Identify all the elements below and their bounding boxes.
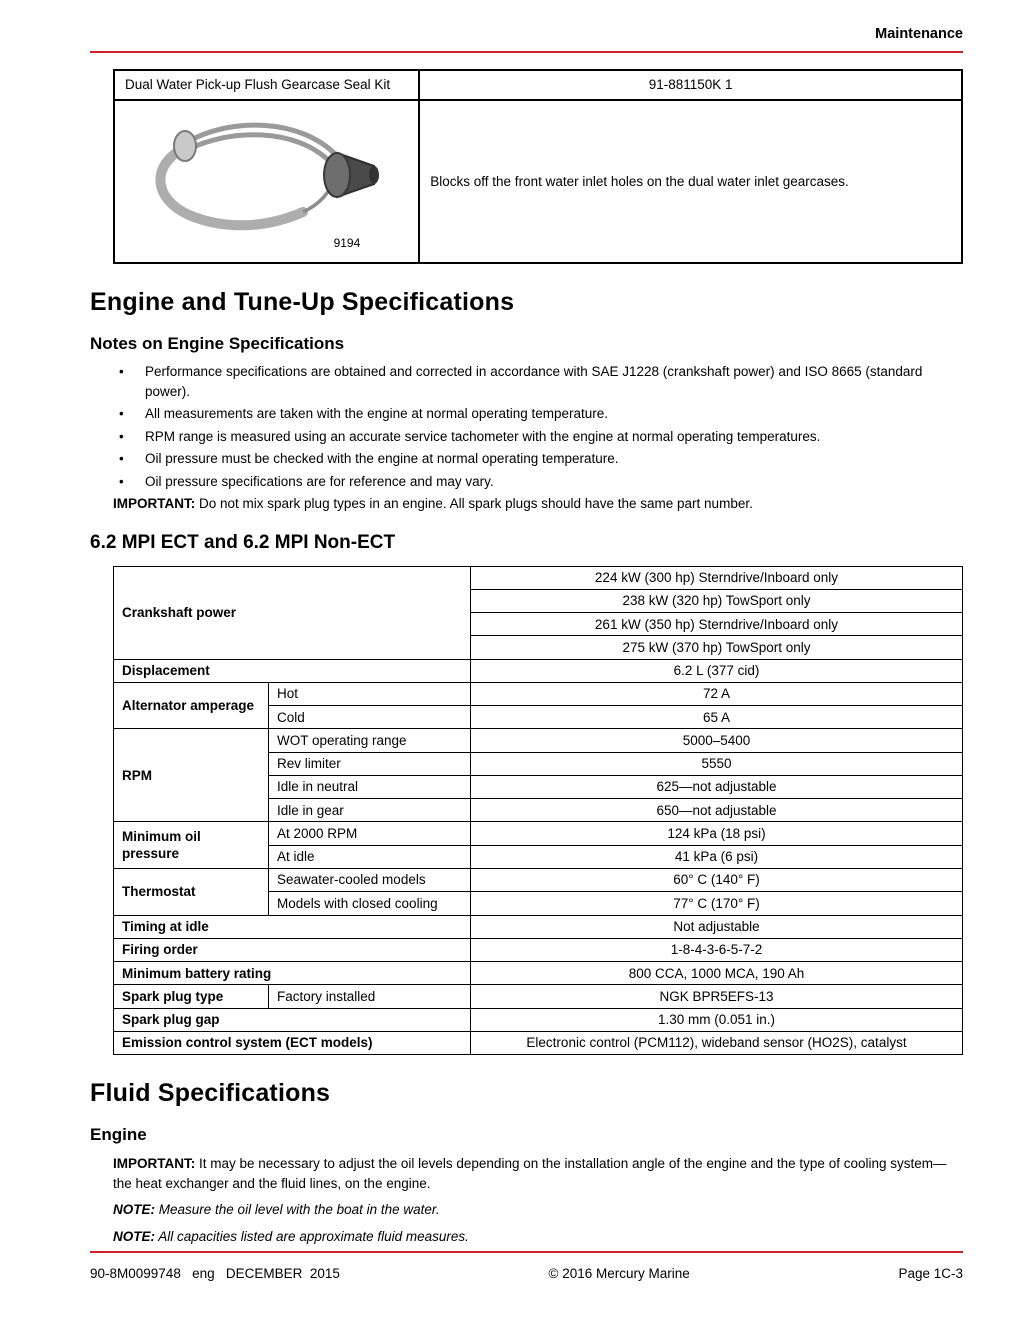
spec-value-emission: Electronic control (PCM112), wideband sensor (HO2S), catalyst (471, 1031, 963, 1054)
footer-document-number: 90-8M0099748 eng DECEMBER 2015 (90, 1266, 340, 1282)
spec-table (113, 566, 963, 1056)
footer-rule (90, 1251, 963, 1253)
spec-value-crankshaft-1: 224 kW (300 hp) Sterndrive/Inboard only (471, 566, 963, 589)
list-item-text: Oil pressure must be checked with the engine at normal operating temperature. (145, 451, 619, 467)
spec-sub-rpm-rev-limiter: Rev limiter (269, 752, 471, 775)
spec-value-rpm-rev-limiter: 5550 (471, 752, 963, 775)
important-notice-spark-plugs (113, 494, 963, 514)
header-rule (90, 51, 963, 53)
subsection-title-engine: Engine (90, 1125, 147, 1145)
important-text: It may be necessary to adjust the oil levels depending on the installation angle of the engine and the type of cooling system—the heat exchanger and the fluid lines, on the engine. (113, 1155, 947, 1191)
spec-sub-alternator-cold: Cold (269, 706, 471, 729)
spec-value-rpm-idle-neutral: 625—not adjustable (471, 775, 963, 798)
spec-value-crankshaft-3: 261 kW (350 hp) Sterndrive/Inboard only (471, 613, 963, 636)
engine-notes-list (90, 362, 963, 491)
spec-label-battery: Minimum battery rating (114, 962, 471, 985)
spec-value-spark-gap: 1.30 mm (0.051 in.) (471, 1008, 963, 1031)
important-prefix: IMPORTANT: (113, 496, 196, 512)
list-item-text: Performance specifications are obtained and corrected in accordance with SAE J1228 (crankshaft power) and ISO 8665 (standard power). (145, 364, 923, 399)
spec-label-spark-plug-gap: Spark plug gap (114, 1008, 471, 1031)
spec-sub-oil-2000rpm: At 2000 RPM (269, 822, 471, 845)
footer-page-number: Page 1C-3 (898, 1266, 963, 1282)
spec-value-timing: Not adjustable (471, 915, 963, 938)
part-description-cell: Blocks off the front water inlet holes on the dual water inlet gearcases. (419, 100, 962, 264)
section-title-engine-tuneup: Engine and Tune-Up Specifications (90, 288, 515, 317)
bullet-icon: • (119, 364, 124, 380)
list-item (90, 404, 963, 424)
part-table (113, 69, 963, 264)
spec-label-thermostat: Thermostat (114, 868, 269, 915)
spec-label-firing-order: Firing order (114, 938, 471, 961)
spec-label-emission: Emission control system (ECT models) (114, 1031, 471, 1054)
spec-label-displacement: Displacement (114, 659, 471, 682)
spec-sub-thermostat-seawater: Seawater-cooled models (269, 868, 471, 891)
spec-value-rpm-wot: 5000–5400 (471, 729, 963, 752)
spec-value-battery: 800 CCA, 1000 MCA, 190 Ah (471, 962, 963, 985)
list-item (90, 427, 963, 447)
important-text: Do not mix spark plug types in an engine. All spark plugs should have the same part number. (199, 496, 753, 512)
spec-sub-rpm-idle-gear: Idle in gear (269, 799, 471, 822)
spec-label-min-oil-pressure: Minimum oil pressure (114, 822, 269, 869)
list-item-text: RPM range is measured using an accurate service tachometer with the engine at normal operating temperatures. (145, 428, 821, 444)
list-item-text: Oil pressure specifications are for reference and may vary. (145, 473, 494, 489)
seal-kit-illustration (133, 105, 401, 253)
page-header-label: Maintenance (875, 26, 963, 42)
spec-sub-oil-idle: At idle (269, 845, 471, 868)
important-prefix: IMPORTANT: (113, 1155, 196, 1171)
note-capacities (113, 1227, 963, 1247)
subsection-title-62mpi: 6.2 MPI ECT and 6.2 MPI Non-ECT (90, 531, 396, 553)
spec-value-displacement: 6.2 L (377 cid) (471, 659, 963, 682)
spec-value-alternator-cold: 65 A (471, 706, 963, 729)
spec-label-crankshaft-power: Crankshaft power (114, 566, 471, 659)
list-item (90, 449, 963, 469)
list-item (90, 362, 963, 401)
note-text: Measure the oil level with the boat in the water. (158, 1202, 440, 1218)
spec-value-spark-type: NGK BPR5EFS-13 (471, 985, 963, 1008)
spec-value-thermostat-seawater: 60° C (140° F) (471, 868, 963, 891)
bullet-icon: • (119, 406, 124, 422)
note-prefix: NOTE: (113, 1202, 155, 1218)
spec-value-alternator-hot: 72 A (471, 682, 963, 705)
part-name-cell: Dual Water Pick-up Flush Gearcase Seal Kit (114, 70, 419, 100)
spec-label-spark-plug-type: Spark plug type (114, 985, 269, 1008)
spec-label-rpm: RPM (114, 729, 269, 822)
spec-value-oil-idle: 41 kPa (6 psi) (471, 845, 963, 868)
spec-value-thermostat-closed: 77° C (170° F) (471, 892, 963, 915)
spec-value-rpm-idle-gear: 650—not adjustable (471, 799, 963, 822)
spec-label-timing: Timing at idle (114, 915, 471, 938)
part-image-cell (114, 100, 419, 264)
spec-sub-alternator-hot: Hot (269, 682, 471, 705)
spec-label-alternator-amperage: Alternator amperage (114, 682, 269, 729)
spec-value-oil-2000rpm: 124 kPa (18 psi) (471, 822, 963, 845)
list-item (90, 472, 963, 492)
bullet-icon: • (119, 428, 124, 444)
figure-number-label: 9194 (333, 235, 361, 250)
important-notice-oil-levels (113, 1154, 963, 1193)
bullet-icon: • (119, 473, 124, 489)
footer-copyright: © 2016 Mercury Marine (548, 1266, 690, 1282)
spec-value-crankshaft-4: 275 kW (370 hp) TowSport only (471, 636, 963, 659)
spec-sub-rpm-idle-neutral: Idle in neutral (269, 775, 471, 798)
bullet-icon: • (119, 451, 124, 467)
page-footer (90, 1245, 963, 1284)
section-title-fluid-specs: Fluid Specifications (90, 1079, 331, 1108)
note-text: All capacities listed are approximate fluid measures. (158, 1228, 469, 1244)
subsection-title-notes: Notes on Engine Specifications (90, 334, 345, 354)
list-item-text: All measurements are taken with the engine at normal operating temperature. (145, 406, 609, 422)
spec-value-firing-order: 1-8-4-3-6-5-7-2 (471, 938, 963, 961)
spec-sub-thermostat-closed: Models with closed cooling (269, 892, 471, 915)
note-prefix: NOTE: (113, 1228, 155, 1244)
spec-sub-rpm-wot: WOT operating range (269, 729, 471, 752)
spec-value-crankshaft-2: 238 kW (320 hp) TowSport only (471, 589, 963, 612)
note-oil-level (113, 1200, 963, 1220)
part-number-cell: 91-881150K 1 (419, 70, 962, 100)
spec-sub-spark-factory: Factory installed (269, 985, 471, 1008)
